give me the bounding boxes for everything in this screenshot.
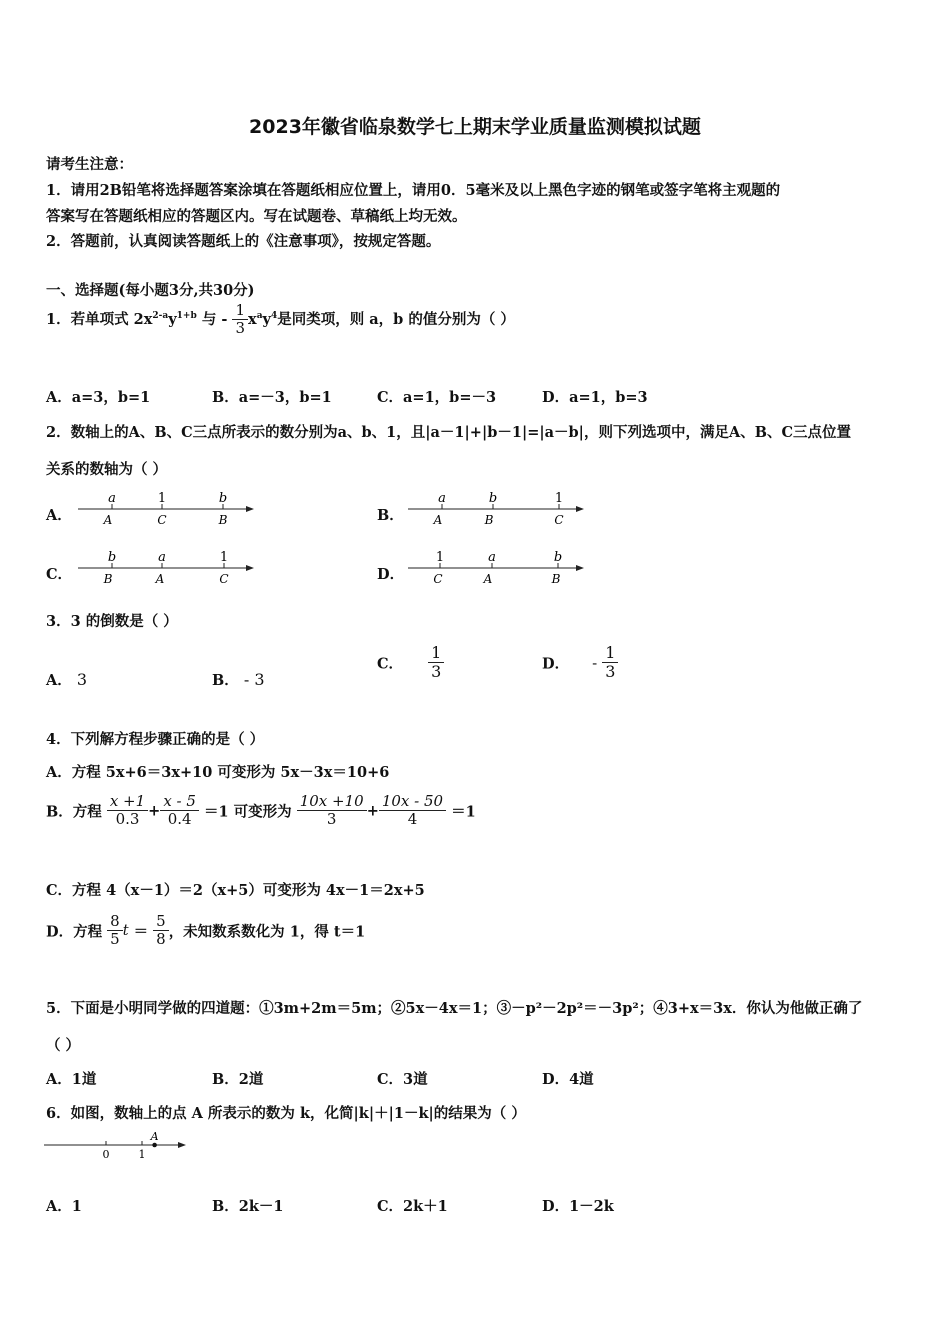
notice-line-3: 2．答题前，认真阅读答题纸上的《注意事项》，按规定答题。 <box>46 233 441 250</box>
q2-c-bottom-2: A <box>155 572 165 586</box>
q1-fraction-num: 1 <box>232 302 248 320</box>
q1-exp3: a <box>256 310 263 321</box>
q3-option-d[interactable] <box>542 644 618 682</box>
q4-b-fraction-1 <box>107 793 148 829</box>
q4-b-fraction-4 <box>379 793 446 829</box>
q6-label-a: A <box>150 1130 159 1143</box>
q3-option-d-fraction <box>602 644 618 682</box>
q1-option-b[interactable]: B．a=－3，b=1 <box>212 389 332 406</box>
q4-d-f1-num: 8 <box>107 913 123 931</box>
q2-c-top-1: b <box>107 550 117 565</box>
q2-c-bottom-3: C <box>219 572 229 586</box>
q2-stem-line-1: 2．数轴上的A、B、C三点所表示的数分别为a、b、1，且|a－1|+|b－1|=|a－b|，则下列选项中，满足A、B、C三点位置 <box>46 424 851 441</box>
q3-d-den: 3 <box>605 662 616 682</box>
q4-b-f1-den: 0.3 <box>115 810 140 829</box>
q2-d-bottom-1: C <box>433 572 443 586</box>
q2-b-bottom-1: A <box>433 513 443 527</box>
q2-number-line-c <box>74 546 259 588</box>
q5-option-c[interactable]: C．3道 <box>377 1071 428 1088</box>
q3-option-c-fraction <box>428 644 444 682</box>
q3-stem: 3．3 的倒数是（ ） <box>46 613 178 630</box>
q4-option-c[interactable]: C．方程 4（x－1）＝2（x+5）可变形为 4x－1＝2x+5 <box>46 882 425 899</box>
q4-d-f2-den: 8 <box>156 930 166 949</box>
q4-b-f4-den: 4 <box>407 810 418 829</box>
q5-option-a[interactable]: A．1道 <box>46 1071 97 1088</box>
q2-c-top-2: a <box>158 550 166 565</box>
q4-stem: 4．下列解方程步骤正确的是（ ） <box>46 731 265 748</box>
q4-option-a[interactable]: A．方程 5x+6＝3x+10 可变形为 5x－3x＝10+6 <box>46 764 390 781</box>
q2-number-line-b <box>404 487 589 529</box>
q2-number-line-a <box>74 487 259 529</box>
q4-d-f1-den: 5 <box>110 930 120 949</box>
q3-option-c-label: C． <box>377 655 404 673</box>
q2-b-bottom-3: C <box>554 513 564 527</box>
q4-b-fraction-2 <box>160 793 199 829</box>
q6-label-zero: 0 <box>102 1148 110 1161</box>
q4-b-f1-num: x +1 <box>107 793 148 811</box>
q2-d-top-2: a <box>488 550 496 565</box>
q6-point-a <box>152 1143 157 1148</box>
q4-b-mid: ＝1 可变形为 <box>204 803 292 821</box>
q4-option-d[interactable] <box>46 913 365 949</box>
q3-d-sign: - <box>592 653 598 672</box>
q1-option-c[interactable]: C．a=1，b=－3 <box>377 389 497 406</box>
q6-option-b[interactable]: B．2k－1 <box>212 1198 284 1215</box>
q4-b-f4-num: 10x - 50 <box>379 793 446 811</box>
q2-option-d-label[interactable]: D． <box>377 566 405 583</box>
q4-d-fraction-1 <box>107 913 123 949</box>
q2-a-top-1: a <box>108 491 116 506</box>
q4-d-f2-num: 5 <box>153 913 169 931</box>
q4-d-eq: ＝ <box>133 923 149 941</box>
q2-number-line-d <box>404 546 589 588</box>
q4-b-plus-2: + <box>366 802 379 820</box>
q6-stem: 6．如图，数轴上的点 A 所表示的数为 k，化简|k|＋|1－k|的结果为（ ） <box>46 1105 526 1122</box>
q1-y1: y <box>168 310 177 328</box>
notice-heading: 请考生注意： <box>46 156 133 173</box>
question-1 <box>46 302 515 338</box>
page-title: 2023年徽省临泉数学七上期末学业质量监测模拟试题 <box>249 116 701 138</box>
q2-stem-line-2: 关系的数轴为（ ） <box>46 461 168 478</box>
q6-option-d[interactable]: D．1－2k <box>542 1198 614 1215</box>
q2-option-a-label[interactable]: A． <box>46 507 72 524</box>
q1-option-d[interactable]: D．a=1，b=3 <box>542 389 648 406</box>
q4-b-f3-den: 3 <box>326 810 337 829</box>
q4-option-b[interactable] <box>46 793 476 829</box>
q1-pre: 1．若单项式 <box>46 310 129 328</box>
q1-post: 是同类项，则 a，b 的值分别为（ ） <box>277 310 515 328</box>
section-heading: 一、选择题(每小题3分,共30分) <box>46 282 255 299</box>
q4-d-fraction-2 <box>153 913 169 949</box>
q2-option-c-label[interactable]: C． <box>46 566 73 583</box>
q2-a-bottom-3: B <box>218 513 228 527</box>
q4-b-f2-num: x - 5 <box>160 793 199 811</box>
q2-b-top-2: b <box>488 491 498 506</box>
notice-line-2: 答案写在答题纸相应的答题区内。写在试题卷、草稿纸上均无效。 <box>46 208 467 225</box>
q4-d-pre: D．方程 <box>46 923 103 941</box>
q2-b-top-3: 1 <box>554 491 564 506</box>
q2-b-top-1: a <box>438 491 446 506</box>
q2-a-top-3: b <box>218 491 228 506</box>
q1-fraction <box>232 302 248 338</box>
q2-a-top-2: 1 <box>157 491 167 506</box>
q2-d-bottom-3: B <box>551 572 561 586</box>
q3-d-num: 1 <box>602 644 618 663</box>
q4-b-plus: + <box>148 802 161 820</box>
q6-number-line <box>42 1128 192 1162</box>
q5-stem-line-2: （ ） <box>46 1037 81 1054</box>
q4-b-post: ＝1 <box>451 803 476 821</box>
q2-a-bottom-1: A <box>103 513 113 527</box>
q2-c-bottom-1: B <box>103 572 113 586</box>
q6-option-a[interactable]: A．1 <box>46 1198 82 1215</box>
q3-c-den: 3 <box>431 662 442 682</box>
q4-d-t: t <box>122 922 129 939</box>
q3-option-c[interactable] <box>377 644 444 682</box>
q2-b-bottom-2: B <box>484 513 494 527</box>
q1-term1: 2x <box>133 310 153 328</box>
q1-exp1: 2-a <box>152 310 169 321</box>
q2-c-top-3: 1 <box>219 550 229 565</box>
q5-option-b[interactable]: B．2道 <box>212 1071 264 1088</box>
q1-option-a[interactable]: A．a=3，b=1 <box>46 389 151 406</box>
q3-option-a-value: 3 <box>76 670 88 689</box>
q2-d-top-3: b <box>553 550 563 565</box>
q3-option-b-label: B． <box>212 672 239 689</box>
q4-b-f2-den: 0.4 <box>167 810 192 829</box>
q6-option-c[interactable]: C．2k＋1 <box>377 1198 448 1215</box>
notice-line-1: 1．请用2B铅笔将选择题答案涂填在答题纸相应位置上，请用0．5毫米及以上黑色字迹的钢笔或签字笔将主观题的 <box>46 182 781 199</box>
q3-option-b[interactable] <box>212 669 265 690</box>
q3-c-num: 1 <box>428 644 444 663</box>
q4-b-f3-num: 10x +10 <box>297 793 367 811</box>
q2-a-bottom-2: C <box>157 513 167 527</box>
q4-b-pre: B．方程 <box>46 803 102 821</box>
q2-d-bottom-2: A <box>483 572 493 586</box>
q5-stem-line-1: 5．下面是小明同学做的四道题：①3m+2m＝5m；②5x－4x＝1；③－p²－2p²＝－3p²；④3+x＝3x．你认为他做正确了 <box>46 1000 863 1017</box>
q4-b-fraction-3 <box>297 793 367 829</box>
q3-option-a-label: A． <box>46 672 72 689</box>
q2-d-top-1: 1 <box>435 550 445 565</box>
q2-option-b-label[interactable]: B． <box>377 507 404 524</box>
q1-y2: y <box>262 310 271 328</box>
q3-option-d-label: D． <box>542 655 570 673</box>
q3-option-b-value: - 3 <box>243 670 265 689</box>
q1-exp2: 1+b <box>176 310 197 321</box>
q4-d-post: ，未知数系数化为 1，得 t＝1 <box>168 923 366 941</box>
q3-option-a[interactable] <box>46 669 87 690</box>
q6-label-one: 1 <box>138 1148 146 1161</box>
q1-mid: 与 - <box>201 310 228 328</box>
q5-option-d[interactable]: D．4道 <box>542 1071 594 1088</box>
q1-fraction-den: 3 <box>235 319 246 338</box>
q1-term2: x <box>248 310 257 328</box>
q1-exp4: 4 <box>270 310 278 321</box>
